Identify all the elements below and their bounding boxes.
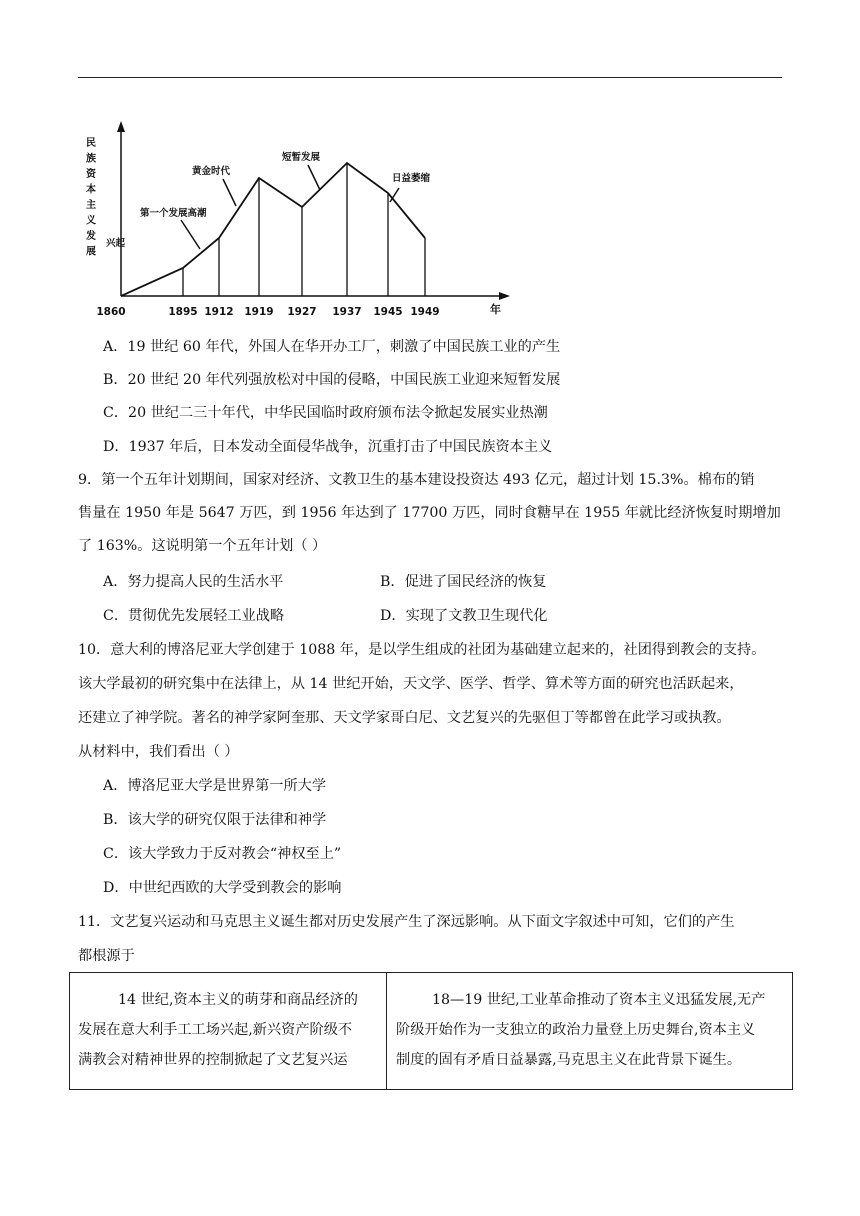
- x-axis-arrow: [499, 292, 510, 300]
- left-cell-line-2: 发展在意大利手工工场兴起,新兴资产阶级不: [78, 1022, 353, 1038]
- q10-option-b[interactable]: B．该大学的研究仅限于法律和神学: [103, 812, 327, 828]
- chart-marks: [121, 163, 425, 296]
- right-cell-line-1: 18—19 世纪,工业革命推动了资本主义迅猛发展,无产: [432, 992, 766, 1008]
- y-label-char: 本: [86, 184, 96, 196]
- pointer-golden-age: [223, 179, 236, 206]
- q8-option-c[interactable]: C．20 世纪二三十年代，中华民国临时政府颁布法令掀起发展实业热潮: [103, 405, 548, 421]
- header-rule: [78, 77, 782, 78]
- q10-stem-line-4: 从材料中，我们看出（ ）: [78, 744, 239, 760]
- x-tick-1860: 1860: [96, 306, 126, 318]
- right-cell-line-3: 制度的固有矛盾日益暴露,马克思主义在此背景下诞生。: [396, 1052, 742, 1068]
- y-label-char: 义: [86, 215, 96, 227]
- y-axis-label: [85, 136, 97, 258]
- x-tick-1937: 1937: [332, 306, 362, 318]
- q8-option-b[interactable]: B．20 世纪 20 年代列强放松对中国的侵略，中国民族工业迎来短暂发展: [103, 372, 561, 388]
- table-cell-right: [396, 985, 788, 1075]
- q10-option-c[interactable]: C．该大学致力于反对教会“神权至上”: [103, 846, 342, 862]
- y-label-char: 展: [86, 246, 96, 258]
- x-tick-1895: 1895: [168, 306, 198, 318]
- x-tick-1945: 1945: [373, 306, 403, 318]
- chart: [78, 118, 518, 328]
- y-axis-arrow: [117, 121, 125, 132]
- q11-stem-line-2: 都根源于: [78, 948, 135, 964]
- x-tick-1949: 1949: [410, 306, 440, 318]
- q8-option-d[interactable]: D．1937 年后，日本发动全面侵华战争，沉重打击了中国民族资本主义: [103, 439, 553, 455]
- chart-svg: [78, 118, 518, 328]
- q9-stem-line-2: 售量在 1950 年是 5647 万匹，到 1956 年达到了 17700 万匹，同时食糖早在 1955 年就比经济恢复时期增加: [78, 505, 781, 521]
- q10-stem-line-3: 还建立了神学院。著名的神学家阿奎那、天文学家哥白尼、文艺复兴的先驱但丁等都曾在此学习或执教。: [78, 710, 731, 726]
- pointer-brief-development: [308, 165, 320, 190]
- y-label-char: 发: [86, 231, 96, 242]
- q9-stem-line-3: 了 163%。这说明第一个五年计划（ ）: [78, 538, 327, 554]
- y-label-char: 主: [86, 200, 96, 211]
- annotation-brief-development: 短暂发展: [282, 152, 321, 163]
- q9-stem-line-1: 9．第一个五年计划期间，国家对经济、文教卫生的基本建设投资达 493 亿元，超过计划 15.3%。棉布的销: [78, 472, 755, 488]
- q10-option-a[interactable]: A．博洛尼亚大学是世界第一所大学: [103, 778, 327, 794]
- q9-option-c[interactable]: C．贯彻优先发展轻工业战略: [103, 608, 285, 624]
- y-label-char: 民: [86, 138, 96, 149]
- annotation-first-peak: 第一个发展高潮: [140, 208, 207, 219]
- x-tick-1912: 1912: [204, 306, 234, 318]
- q11-stem-line-1: 11．文艺复兴运动和马克思主义诞生都对历史发展产生了深远影响。从下面文字叙述中可知，它们的产生: [78, 914, 735, 930]
- x-axis-label: 年: [490, 303, 501, 316]
- q10-stem-line-1: 10．意大利的博洛尼亚大学创建于 1088 年，是以学生组成的社团为基础建立起来的，社团得到教会的支持。: [78, 642, 766, 658]
- q11-material-table: [69, 972, 793, 1090]
- annotation-decline: 日益萎缩: [392, 173, 431, 184]
- q9-option-d[interactable]: D．实现了文教卫生现代化: [380, 608, 548, 624]
- right-cell-line-2: 阶级开始作为一支独立的政治力量登上历史舞台,资本主义: [396, 1022, 756, 1038]
- table-cell-left: [78, 985, 378, 1075]
- q10-option-d[interactable]: D．中世纪西欧的大学受到教会的影响: [103, 880, 342, 896]
- series-line: [121, 163, 425, 296]
- x-tick-1927: 1927: [287, 306, 317, 318]
- annotation-rise: 兴起: [106, 238, 126, 249]
- q8-option-a[interactable]: A．19 世纪 60 年代，外国人在华开办工厂，刺激了中国民族工业的产生: [103, 339, 561, 355]
- y-label-char: 族: [86, 153, 96, 165]
- table-divider: [386, 973, 387, 1089]
- q9-option-a[interactable]: A．努力提高人民的生活水平: [103, 574, 284, 590]
- left-cell-line-3: 满教会对精神世界的控制掀起了文艺复兴运: [78, 1052, 348, 1068]
- y-label-char: 资: [86, 169, 96, 180]
- pointer-first-peak: [181, 220, 200, 249]
- annotation-golden-age: 黄金时代: [192, 166, 231, 177]
- left-cell-line-1: 14 世纪,资本主义的萌芽和商品经济的: [118, 992, 358, 1008]
- q9-option-b[interactable]: B．促进了国民经济的恢复: [380, 574, 547, 590]
- q10-stem-line-2: 该大学最初的研究集中在法律上，从 14 世纪开始，天文学、医学、哲学、算术等方面的研究也活跃起来，: [78, 676, 744, 692]
- x-tick-1919: 1919: [244, 306, 274, 318]
- x-tick-labels: [96, 306, 439, 318]
